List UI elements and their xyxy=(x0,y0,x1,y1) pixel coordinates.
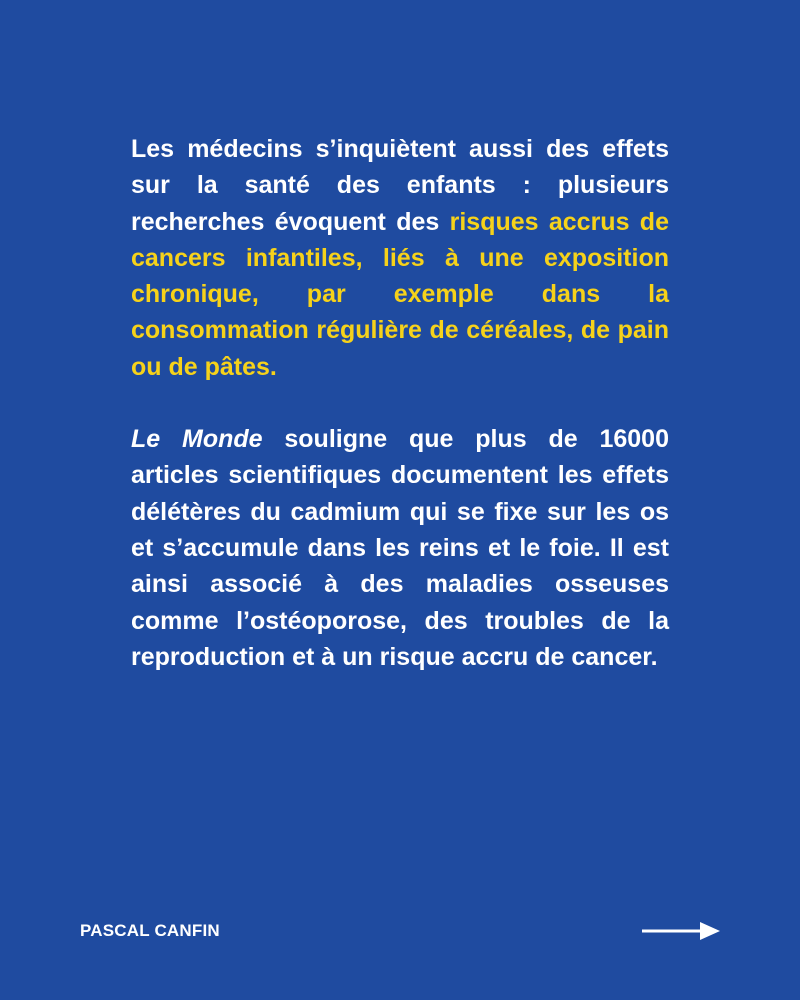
source-name: Le Monde xyxy=(131,425,263,454)
next-slide-button[interactable] xyxy=(642,920,720,942)
author-name: PASCAL CANFIN xyxy=(80,921,220,940)
paragraph-text: Les médecins s’inquiètent aussi des effets sur la santé des enfants : plusieurs recherches évoquent des xyxy=(131,135,669,236)
paragraph-health-risks xyxy=(131,131,669,385)
arrow-right-icon xyxy=(642,920,720,942)
paragraph-text: souligne que plus de 16000 articles scientifiques documentent les effets délétères du cadmium qui se fixe sur les os et s’accumule dans les reins et le foie. Il est ainsi associé à des maladies osseuses comme l’ostéoporose, des troubles de la reproduction et à un risque accru de cancer. xyxy=(131,425,669,671)
highlighted-text: risques accrus de cancers infantiles, liés à une exposition chronique, par exemple dans la consommation régulière de céréales, de pain ou de pâtes. xyxy=(131,207,669,381)
paragraph-cadmium-effects xyxy=(131,421,669,675)
article-body xyxy=(131,131,669,675)
